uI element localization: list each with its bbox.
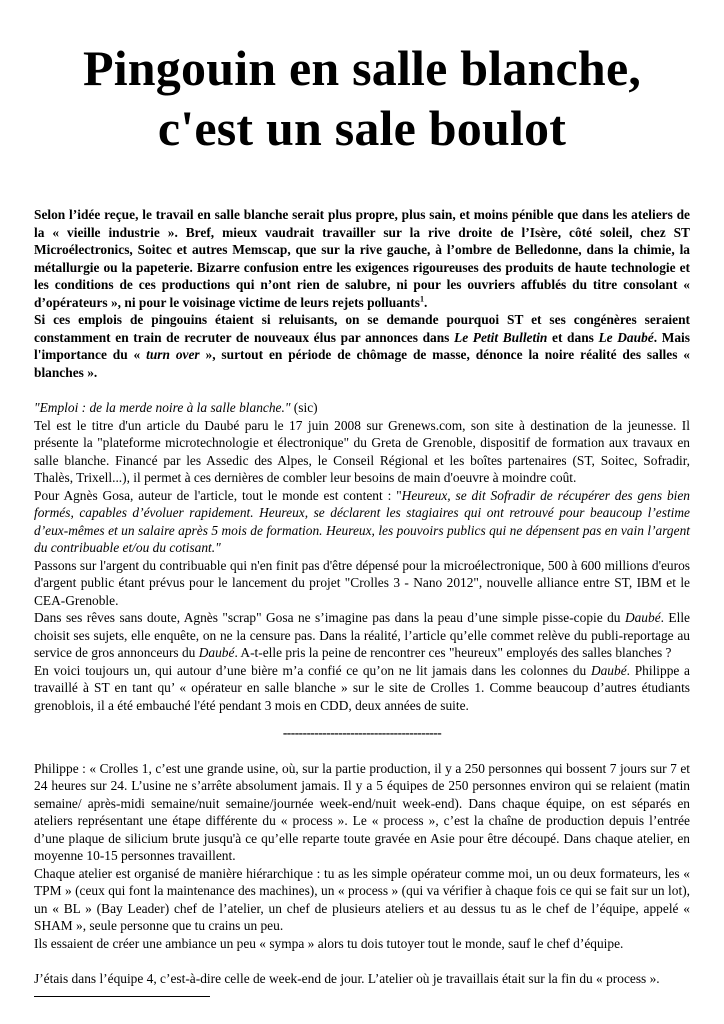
footnote-rule: [34, 996, 210, 997]
lead-paragraph-1: Selon l’idée reçue, le travail en salle blanche serait plus propre, plus sain, et moins pénible que dans les ateliers de la « vieille industrie ». Bref, mieux vaudrait travailler sur la rive droite de l’Isère, côté soleil, chez ST Microélectronics, Soitec et autres Memscap, que sur la rive gauche, à l’ombre de Belledonne, dans la chimie, la métallurgie ou la papeterie. Bizarre confusion entre les exigences rigoureuses des produits de haute technologie et les conditions de ces productions qui n’ont rien de salubre, ni pour les ouvriers affublés du titre consolant « d’opérateurs », ni pour le voisinage victime de leurs rejets polluants$^1$.: [34, 207, 690, 310]
article-body: [34, 399, 690, 714]
interview-paragraph-4: J’étais dans l’équipe 4, c’est-à-dire celle de week-end de jour. L’atelier où je travaillais était sur la fin du « process ».: [34, 971, 660, 986]
body-paragraph-1: Tel est le titre d'un article du Daubé paru le 17 juin 2008 sur Grenews.com, son site à destination de la jeunesse. Il présente la "plateforme microtechnologie et électronique" du Greta de Grenoble, dispositif de formation aux travaux en salle blanche. Financé par les Assedic des Alpes, le Conseil Régional et les boîtes partenaires (ST, Soitec, Sofradir, Thalès, Trixell...), il permet à ces dernières de combler leur besoins de main d'oeuvre à moindre coût.: [34, 417, 690, 485]
article-title: [34, 38, 690, 158]
footnote-marker: 1: [419, 294, 424, 304]
lead-paragraphs: [34, 206, 690, 381]
body-paragraph-3: Passons sur l'argent du contribuable qui n'en finit pas d'être dépensé pour la microélectronique, 500 à 600 millions d'euros d'argent public étant prévus pour le lancement du projet "Crolles 3 - Nano 2012", nouvelle alliance entre ST, IBM et le CEA-Grenoble.: [34, 557, 690, 608]
title-line-1: Pingouin en salle blanche,: [82, 40, 642, 96]
title-line-2: c'est un sale boulot: [157, 100, 567, 156]
body-paragraph-4: Dans ses rêves sans doute, Agnès "scrap" Gosa ne s’imagine pas dans la peau d’une simple pisse-copie du Daubé. Elle choisit ses sujets, elle enquête, on ne la censure pas. Dans la réalité, l’article qu’elle commet relève du publi-reportage au service de gros annonceurs du Daubé. A-t-elle pris la peine de rencontrer ces "heureux" employés des salles blanches ?: [34, 610, 690, 660]
interview-paragraph-3: Ils essaient de créer une ambiance un peu « sympa » alors tu dois tutoyer tout le monde, sauf le chef d’équipe.: [34, 935, 624, 951]
interview-paragraph-1: Philippe : « Crolles 1, c’est une grande usine, où, sur la partie production, il y a 250 personnes qui bossent 7 jours sur 7 et 24 heures sur 24. L’usine ne s’arrête absolument jamais. Il y a 5 équipes de 250 personnes environ qui se relaient (matin semaine/ après-midi semaine/nuit semaine/journée week-end/nuit week-end). Dans chaque équipe, on est séparés en ateliers représentant une étape différente du « process ». Le « process », c’est la chaîne de production depuis l’entrée d’une plaque de silicium brute jusqu'à ce qu’elle reparte toute gravée en Asie pour être découpé. Dans chaque atelier, en moyenne 10-15 personnes travaillent.: [34, 760, 690, 863]
body-paragraph-5: En voici toujours un, qui autour d’une bière m’a confié ce qu’on ne lit jamais dans les colonnes du Daubé. Philippe a travaillé à ST en tant qu’ « opérateur en salle blanche » sur le site de Crolles 1. Comme beaucoup d’autres étudiants grenoblois, il a été embauché l'été pendant 3 mois en CDD, deux années de suite.: [34, 662, 690, 713]
section-separator: ----------------------------------------: [282, 725, 442, 740]
body-paragraph-2: Pour Agnès Gosa, auteur de l'article, tout le monde est content : "Heureux, se dit Sofradir de récupérer des gens bien formés, capables d’évoluer rapidement. Heureux, se déclarent les stagiaires qui ont retrouvé pour beaucoup l’estime d’eux-mêmes et un salaire après 5 mois de formation. Heureux, les pouvoirs publics qui ne dépensent pas en vain l’argent du contribuable et/ou du cotisant.": [34, 487, 690, 555]
quote-title: "Emploi : de la merde noire à la salle blanche." (sic): [34, 400, 318, 415]
lead-paragraph-2: Si ces emplois de pingouins étaient si reluisants, on se demande pourquoi ST et ses congénères seraient constamment en train de recruter de nouveaux élus par annonces dans Le Petit Bulletin et dans Le Daubé. Mais l'importance du « turn over », surtout en période de chômage de masse, dénonce la noire réalité des salles « blanches ».: [34, 312, 690, 380]
interview-paragraph-2: Chaque atelier est organisé de manière hiérarchique : tu as les simple opérateur comme moi, un ou deux formateurs, les « TPM » (ceux qui font la maintenance des machines), un « process » (qui va vérifier à chaque fois ce qui se fait sur un lot), un « BL » (Bay Leader) chef de l’atelier, un chef de plusieurs ateliers et au dessus tu as le chef de l’équipe, appelé « SHAM », seule personne que tu crains un peu.: [34, 865, 690, 933]
interview-body: [34, 760, 690, 988]
